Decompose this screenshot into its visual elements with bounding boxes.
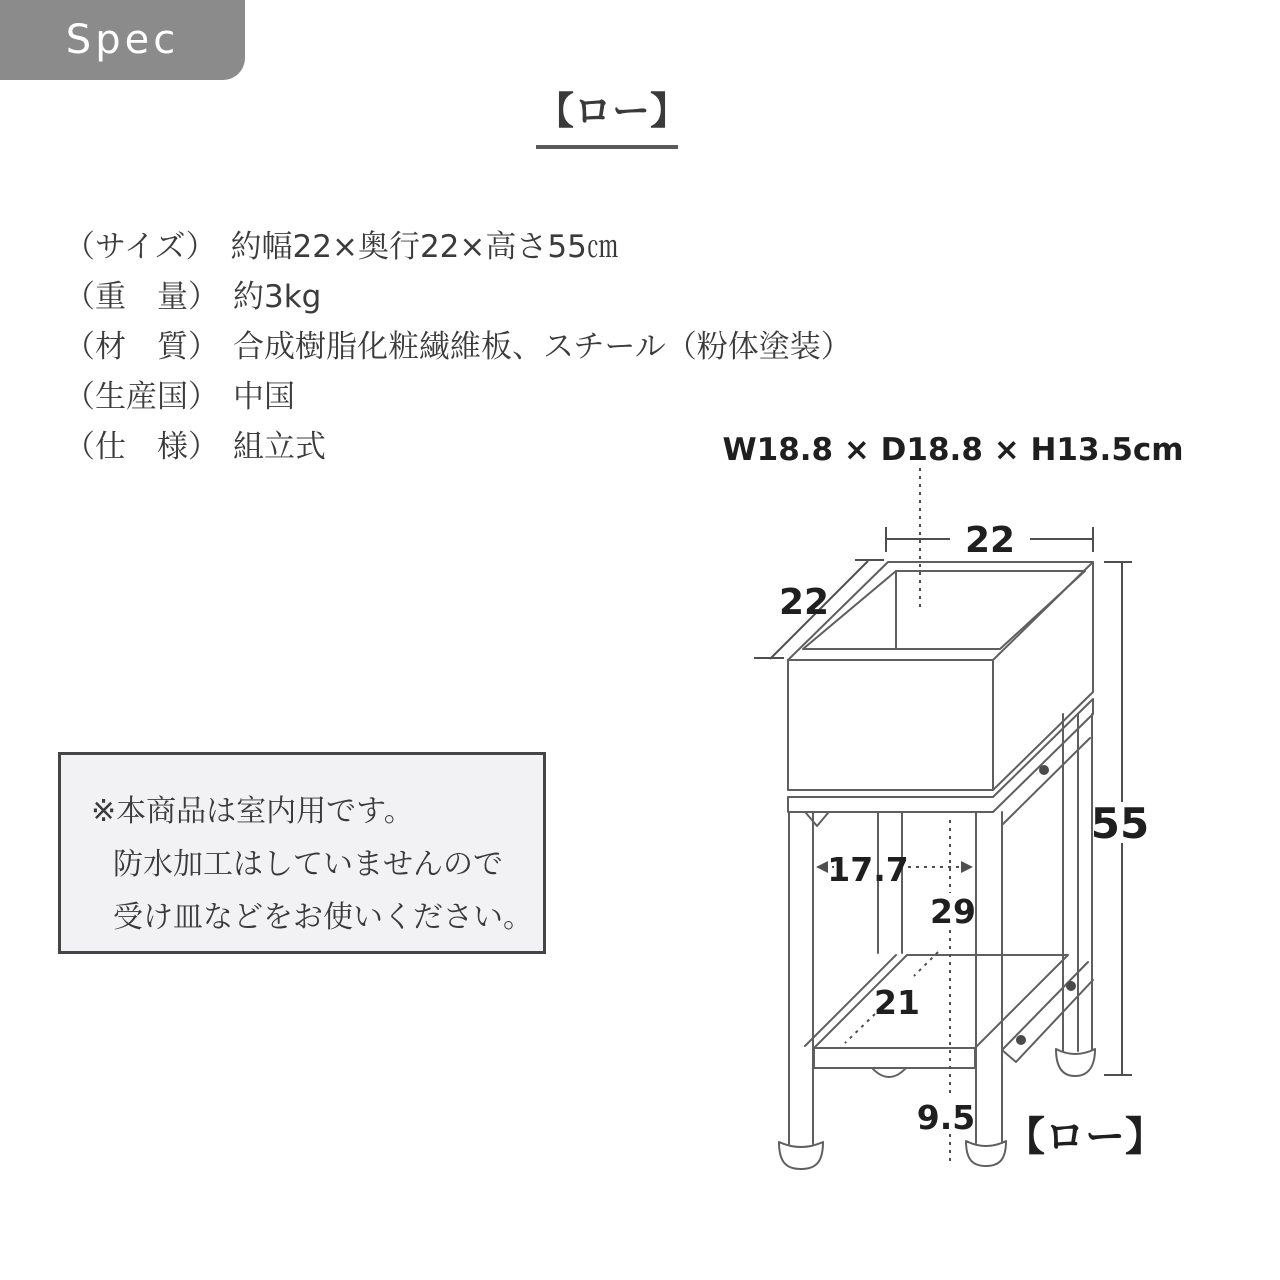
page-title: 【ロー】	[536, 80, 678, 149]
note-line: 受け皿などをお使いください。	[113, 900, 533, 935]
dim-inner-width-label: 17.7	[827, 850, 909, 889]
front-left-foot	[779, 1142, 823, 1169]
box-top-outer-rim	[788, 562, 1093, 660]
arrow-left	[816, 861, 828, 873]
spec-value: 中国	[233, 379, 295, 415]
dim-shelf-depth-label: 21	[874, 983, 920, 1022]
spec-row-country	[64, 372, 852, 422]
front-right-foot	[966, 1141, 1006, 1166]
indoor-use-note-box	[58, 752, 546, 954]
spec-value: 組立式	[233, 429, 326, 465]
side-brace-upper	[1003, 738, 1090, 824]
spec-label: （サイズ）	[64, 229, 217, 265]
front-rail	[788, 797, 993, 812]
spec-row-material	[64, 322, 852, 372]
dim-mid-height-label: 29	[930, 892, 976, 931]
spec-tab	[0, 0, 245, 80]
screw-icon	[1039, 765, 1049, 775]
leg-joint-notch	[806, 813, 828, 826]
screw-dots	[1016, 765, 1076, 1045]
box-front-face	[788, 660, 993, 790]
dim-right-height-label: 55	[1090, 799, 1150, 848]
spec-value: 約3kg	[233, 279, 322, 315]
screw-icon	[1066, 981, 1076, 991]
inner-box-size-label: W18.8 × D18.8 × H13.5cm	[722, 432, 1184, 468]
arrow-right	[961, 861, 973, 873]
spec-value: 約幅22×奥行22×高さ55㎝	[230, 229, 618, 265]
dimension-drawing	[720, 420, 1235, 1180]
dim-top-width-label: 22	[964, 520, 1016, 561]
spec-label: （重 量）	[64, 279, 219, 315]
note-line: 防水加工はしていませんので	[113, 847, 503, 882]
spec-value: 合成樹脂化粧繊維板、スチール（粉体塗装）	[233, 329, 852, 365]
spec-label: （仕 様）	[64, 429, 219, 465]
dim-bottom-height-label: 9.5	[916, 1098, 976, 1137]
spec-label: （材 質）	[64, 329, 219, 365]
shelf-top	[814, 955, 1068, 1048]
note-line: ※本商品は室内用です。	[91, 794, 414, 829]
side-brace-lower	[1002, 962, 1093, 1062]
screw-icon	[1016, 1035, 1026, 1045]
shelf-notch-arc	[872, 1068, 906, 1077]
spec-row-size	[64, 222, 852, 272]
drawing-caption: 【ロー】	[1005, 1114, 1165, 1160]
front-right-leg	[976, 812, 1002, 1143]
back-right-leg	[1063, 714, 1092, 1051]
spec-label: （生産国）	[64, 379, 219, 415]
back-right-foot	[1056, 1049, 1095, 1076]
dim-left-depth-label: 22	[778, 582, 830, 623]
spec-tab-label: Spec	[65, 17, 180, 63]
spec-row-weight	[64, 272, 852, 322]
front-left-leg	[789, 812, 813, 1144]
